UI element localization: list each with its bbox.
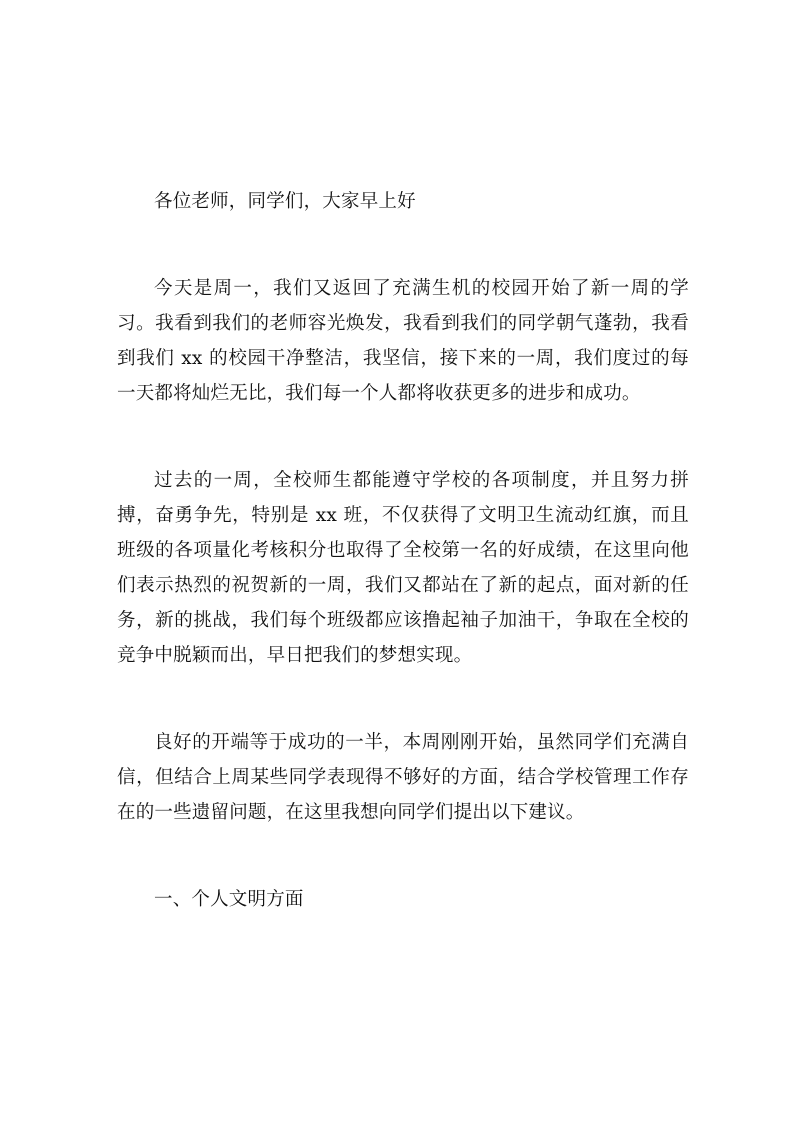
body-paragraph-2: 过去的一周，全校师生都能遵守学校的各项制度，并且努力拼搏，奋勇争先，特别是 xx 班，不仅获得了文明卫生流动红旗，而且班级的各项量化考核积分也取得了全校第一名的好成绩，在这里向他们表示热烈的祝贺新的一周，我们又都站在了新的起点，面对新的任务，新的挑战，我们每个班级都应该撸起袖子加油干，争取在全校的竞争中脱颖而出，早日把我们的梦想实现。 <box>117 470 689 666</box>
body-paragraph-3: 良好的开端等于成功的一半，本周刚刚开始，虽然同学们充满自信，但结合上周某些同学表现得不够好的方面，结合学校管理工作存在的一些遗留问题，在这里我想向同学们提出以下建议。 <box>117 732 689 823</box>
paragraph-gap <box>117 673 689 725</box>
paragraph-gap <box>117 830 689 882</box>
document-body <box>117 184 689 917</box>
paragraph-gap <box>117 411 689 463</box>
greeting-paragraph: 各位老师，同学们，大家早上好 <box>154 191 416 212</box>
body-paragraph-1: 今天是周一，我们又返回了充满生机的校园开始了新一周的学习。我看到我们的老师容光焕发，我看到我们的同学朝气蓬勃，我看到我们 xx 的校园干净整洁，我坚信，接下来的一周，我们度过的每一天都将灿烂无比，我们每一个人都将收获更多的进步和成功。 <box>117 278 689 404</box>
paragraph-gap <box>117 219 689 271</box>
section-heading: 一、个人文明方面 <box>154 889 304 910</box>
